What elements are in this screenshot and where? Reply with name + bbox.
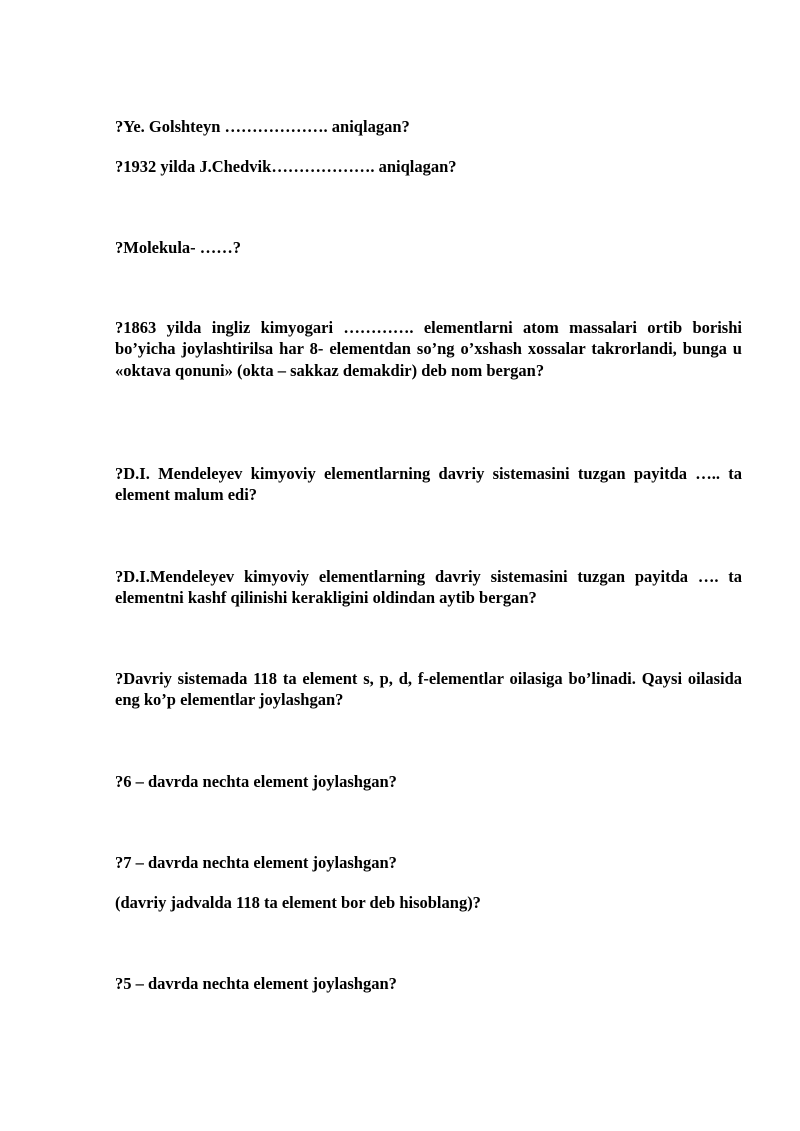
question-period-7-note: (davriy jadvalda 118 ta element bor deb hisoblang)?	[115, 893, 481, 912]
question-element-families: ?Davriy sistemada 118 ta element s, p, d, f-elementlar oilasiga bo’linadi. Qaysi oilasida eng ko’p elementlar joylashgan?	[115, 669, 742, 710]
question-oktava-qonuni: ?1863 yilda ingliz kimyogari …………. elementlarni atom massalari ortib borishi bo’yicha joylashtirilsa har 8- elementdan so’ng o’xshash xossalar takrorlandi, bunga u «oktava qonuni» (okta – sakkaz demakdir) deb nom bergan?	[115, 318, 742, 380]
question-mendeleyev-known-elements: ?D.I. Mendeleyev kimyoviy elementlarning davriy sistemasini tuzgan payitda ….. ta element malum edi?	[115, 464, 742, 505]
question-period-5: ?5 – davrda nechta element joylashgan?	[115, 974, 397, 993]
question-period-6: ?6 – davrda nechta element joylashgan?	[115, 772, 397, 791]
question-golshteyn: ?Ye. Golshteyn ………………. aniqlagan?	[115, 117, 410, 136]
question-period-7: ?7 – davrda nechta element joylashgan?	[115, 853, 397, 872]
question-molekula: ?Molekula- ……?	[115, 238, 242, 257]
question-mendeleyev-predicted-elements: ?D.I.Mendeleyev kimyoviy elementlarning davriy sistemasini tuzgan payitda …. ta elementni kashf qilinishi kerakligini oldindan aytib bergan?	[115, 567, 742, 608]
question-chedvik: ?1932 yilda J.Chedvik………………. aniqlagan?	[115, 157, 457, 176]
